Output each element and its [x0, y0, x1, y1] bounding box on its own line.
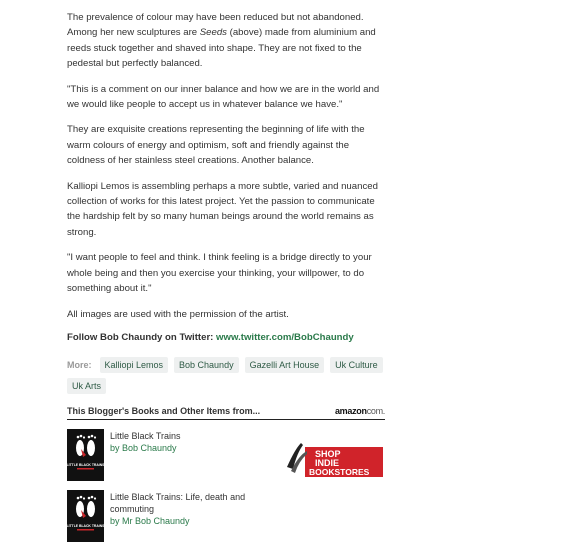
svg-text:LITTLE BLACK TRAINS: LITTLE BLACK TRAINS [67, 462, 104, 467]
amazon-logo[interactable]: amazoncom. [334, 405, 385, 416]
more-label: More: [67, 359, 92, 370]
tag-uk-arts[interactable]: Uk Arts [67, 378, 106, 394]
book-title[interactable]: Little Black Trains [110, 430, 181, 441]
book-title[interactable]: Little Black Trains: Life, death and commuting [110, 491, 246, 514]
footprints-icon [67, 429, 104, 481]
book-item[interactable] [67, 429, 385, 481]
footprints-icon [67, 490, 104, 542]
books-heading: This Blogger's Books and Other Items from... [67, 405, 261, 416]
tag-bob-chaundy[interactable]: Bob Chaundy [174, 357, 239, 373]
svg-text:BOOKSTORES: BOOKSTORES [309, 466, 370, 477]
svg-text:LITTLE BLACK TRAINS: LITTLE BLACK TRAINS [67, 523, 104, 528]
paragraph-5: "I want people to feel and think. I think feeling is a bridge directly to your whole being and then you exercise your thinking, your willpower, to do something about it." [67, 252, 372, 295]
book-item[interactable] [67, 490, 385, 542]
article-column [67, 10, 385, 542]
blogger-books [67, 406, 385, 542]
shop-indie-bookstores-banner[interactable] [285, 437, 383, 479]
book-cover[interactable] [67, 429, 104, 481]
tag-uk-culture[interactable]: Uk Culture [330, 357, 383, 373]
books-header [67, 406, 385, 420]
svg-text:INDIE: INDIE [315, 457, 340, 468]
paragraph-4: Kalliopi Lemos is assembling perhaps a more subtle, varied and nuanced collection of works for this latest project. Yet the passion to communicate the hardship felt by so many human beings around the world remains as strong. [67, 180, 378, 238]
paragraph-6: All images are used with the permission of the artist. [67, 308, 289, 320]
paragraph-1: The prevalence of colour may have been reduced but not abandoned. Among her new sculptures are Seeds (above) made from aluminium and reeds stuck together and shaved into shape. They are not fixed to the pedestal but perfectly balanced. [67, 12, 376, 70]
more-tags [67, 357, 385, 394]
paragraph-2: "This is a comment on our inner balance and how we are in the world and we would like people to accept us in whatever balance we have." [67, 83, 380, 111]
book-info [110, 491, 270, 542]
twitter-follow: Follow Bob Chaundy on Twitter: www.twitter.com/BobChaundy [67, 331, 354, 343]
book-author[interactable]: by Mr Bob Chaundy [110, 515, 190, 526]
book-cover[interactable] [67, 490, 104, 542]
book-author[interactable]: by Bob Chaundy [110, 442, 177, 453]
paragraph-3: They are exquisite creations representing the beginning of life with the warm colours of energy and optimism, soft and friendly against the coldness of her stainless steel creations. Another balance. [67, 124, 365, 167]
book-info [110, 430, 181, 481]
tag-gazelli-art-house[interactable]: Gazelli Art House [245, 357, 325, 373]
tag-kalliopi-lemos[interactable]: Kalliopi Lemos [100, 357, 169, 373]
emphasis-seeds: Seeds [199, 27, 227, 39]
indie-bookstores-logo [285, 437, 383, 479]
twitter-link[interactable]: www.twitter.com/BobChaundy [216, 331, 354, 343]
svg-text:SHOP: SHOP [315, 448, 341, 459]
